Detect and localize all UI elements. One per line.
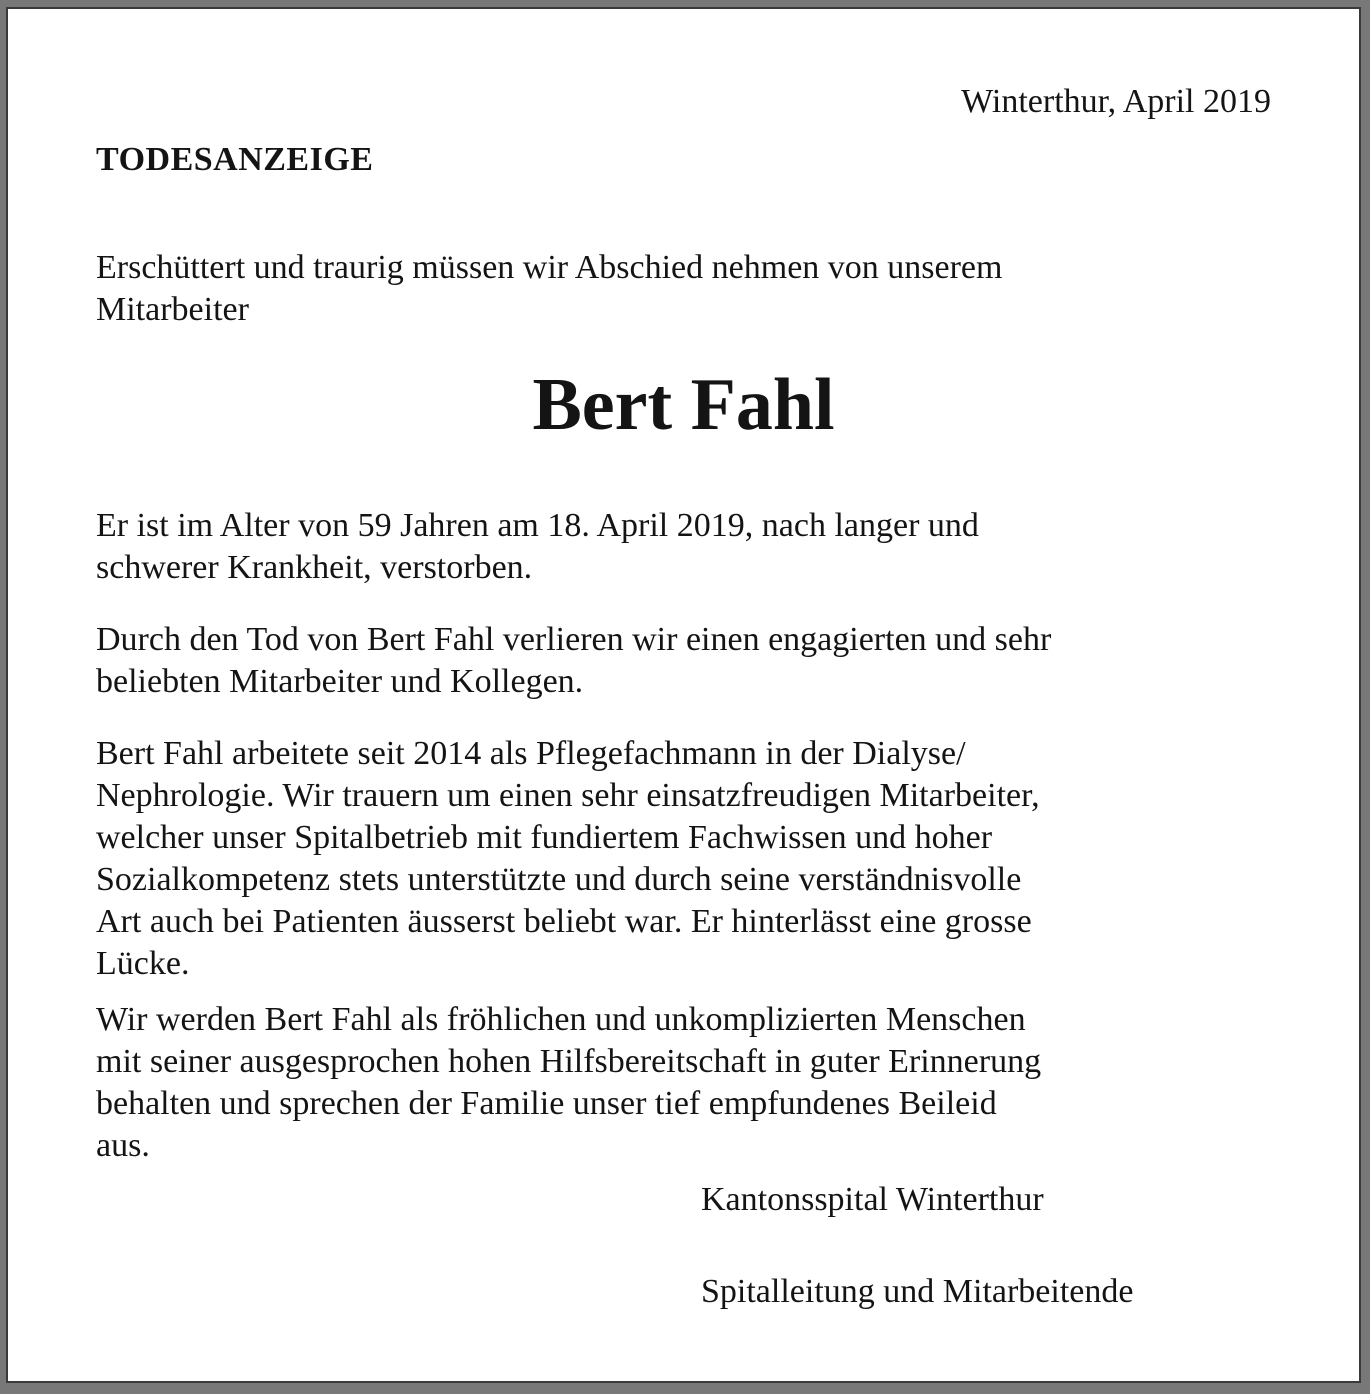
body-paragraph: [96, 733, 1271, 985]
text-line: aus.: [96, 1127, 150, 1164]
text-line: Sozialkompetenz stets unterstützte und durch seine verständnisvolle: [96, 861, 1022, 898]
text-line: behalten und sprechen der Familie unser tief empfundenes Beileid: [96, 1085, 997, 1122]
text-line: beliebten Mitarbeiter und Kollegen.: [96, 663, 584, 700]
body-paragraph: [96, 999, 1271, 1167]
dateline: Winterthur, April 2019: [961, 83, 1271, 120]
signature-signers: Spitalleitung und Mitarbeitende: [701, 1273, 1134, 1310]
text-line: mit seiner ausgesprochen hohen Hilfsbereitschaft in guter Erinnerung: [96, 1043, 1042, 1080]
text-line: Art auch bei Patienten äusserst beliebt war. Er hinterlässt eine grosse: [96, 903, 1032, 940]
text-line: Bert Fahl arbeitete seit 2014 als Pflegefachmann in der Dialyse/: [96, 735, 966, 772]
text-line: Er ist im Alter von 59 Jahren am 18. April 2019, nach langer und: [96, 507, 979, 544]
text-line: Erschüttert und traurig müssen wir Abschied nehmen von unserem: [96, 249, 1003, 286]
body-paragraph: [96, 505, 1271, 589]
text-line: Wir werden Bert Fahl als fröhlichen und unkomplizierten Menschen: [96, 1001, 1026, 1038]
text-line: schwerer Krankheit, verstorben.: [96, 549, 533, 586]
text-line: welcher unser Spitalbetrieb mit fundiertem Fachwissen und hoher: [96, 819, 993, 856]
notice-title: TODESANZEIGE: [96, 141, 374, 178]
death-notice-page: [6, 7, 1361, 1383]
text-line: Mitarbeiter: [96, 291, 249, 328]
text-line: Lücke.: [96, 945, 190, 982]
signature-organization: Kantonsspital Winterthur: [701, 1181, 1044, 1218]
intro-paragraph: [96, 247, 1271, 331]
text-line: Nephrologie. Wir trauern um einen sehr einsatzfreudigen Mitarbeiter,: [96, 777, 1040, 814]
deceased-name: Bert Fahl: [532, 364, 835, 446]
body-paragraph: [96, 619, 1271, 703]
text-line: Durch den Tod von Bert Fahl verlieren wir einen engagierten und sehr: [96, 621, 1052, 658]
